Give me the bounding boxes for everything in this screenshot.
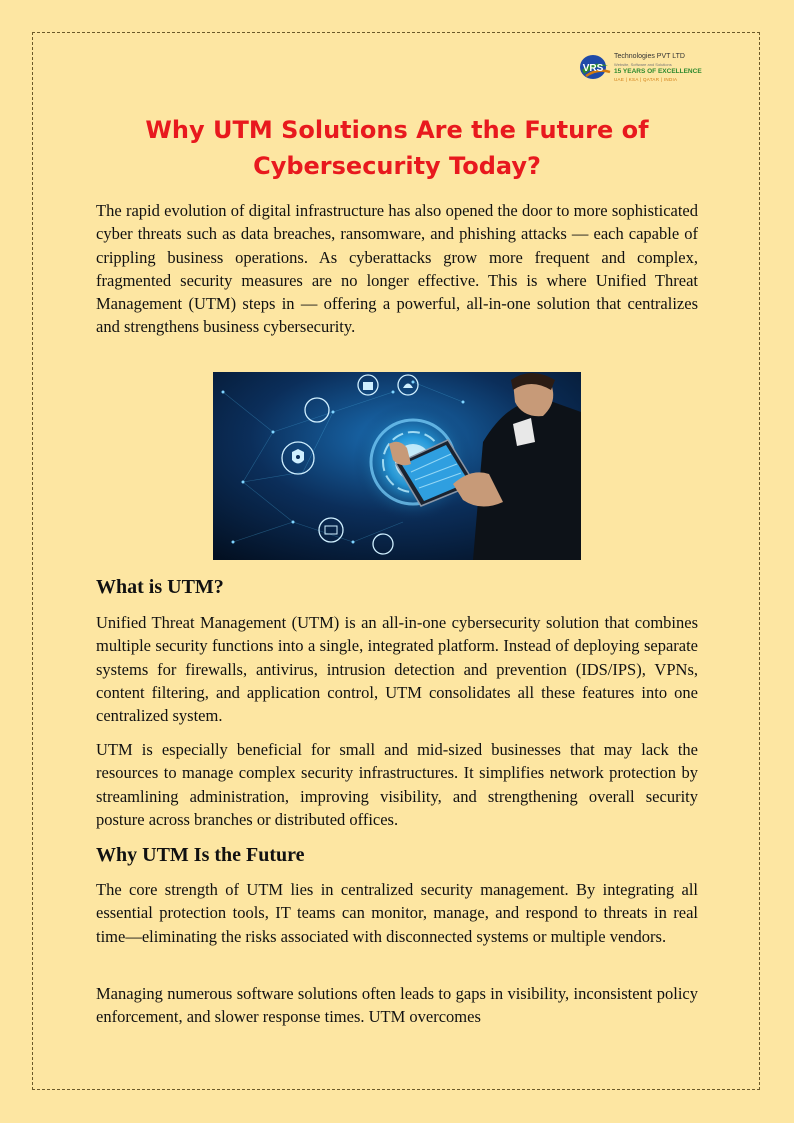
what-is-utm-paragraph-2: UTM is especially beneficial for small and mid-sized businesses that may lack the resources to manage complex security infrastructures. It simplifies network protection by streamlining administration, improving visibility, and strengthening overall security posture across branches or distributed offices. — [96, 740, 698, 829]
section-heading-why-utm-future: Why UTM Is the Future — [96, 844, 305, 866]
cybersecurity-hero-image — [213, 372, 581, 560]
vrs-globe-icon — [578, 52, 612, 82]
logo-years-badge: 15 YEARS OF EXCELLENCE — [614, 68, 702, 75]
hero-illustration — [213, 372, 581, 560]
why-utm-paragraph-2: Managing numerous software solutions often leads to gaps in visibility, inconsistent policy enforcement, and slower response times. UTM overcomes — [96, 984, 698, 1027]
why-utm-paragraph-1: The core strength of UTM lies in centralized security management. By integrating all essential protection tools, IT teams can monitor, manage, and respond to threats in real time—eliminating the risks associated with disconnected systems or multiple vendors. — [96, 880, 698, 946]
logo-regions: UAE | KSA | QATAR | INDIA — [614, 77, 678, 82]
logo-monogram: VRS — [582, 63, 604, 74]
logo-company-name: Technologies PVT LTD — [614, 53, 685, 60]
logo-tagline: Website, Software and Solutions — [614, 62, 672, 67]
what-is-utm-paragraph-1: Unified Threat Management (UTM) is an all-in-one cybersecurity solution that combines multiple security functions into a single, integrated platform. Instead of deploying separate systems for firewalls, antivirus, intrusion detection and prevention (IDS/IPS), VPNs, content filtering, and application control, UTM consolidates all these features into one centralized system. — [96, 613, 698, 726]
article-title: Why UTM Solutions Are the Future of Cybersecurity Today? — [145, 116, 649, 180]
intro-paragraph: The rapid evolution of digital infrastructure has also opened the door to more sophisticated cyber threats such as data breaches, ransomware, and phishing attacks — each capable of crippling business operations. As cyberattacks grow more frequent and complex, fragmented security measures are no longer effective. This is where Unified Threat Management (UTM) steps in — offering a powerful, all-in-one solution that centralizes and strengthens business cybersecurity. — [96, 201, 698, 337]
section-heading-what-is-utm: What is UTM? — [96, 576, 224, 598]
company-logo — [578, 50, 702, 90]
